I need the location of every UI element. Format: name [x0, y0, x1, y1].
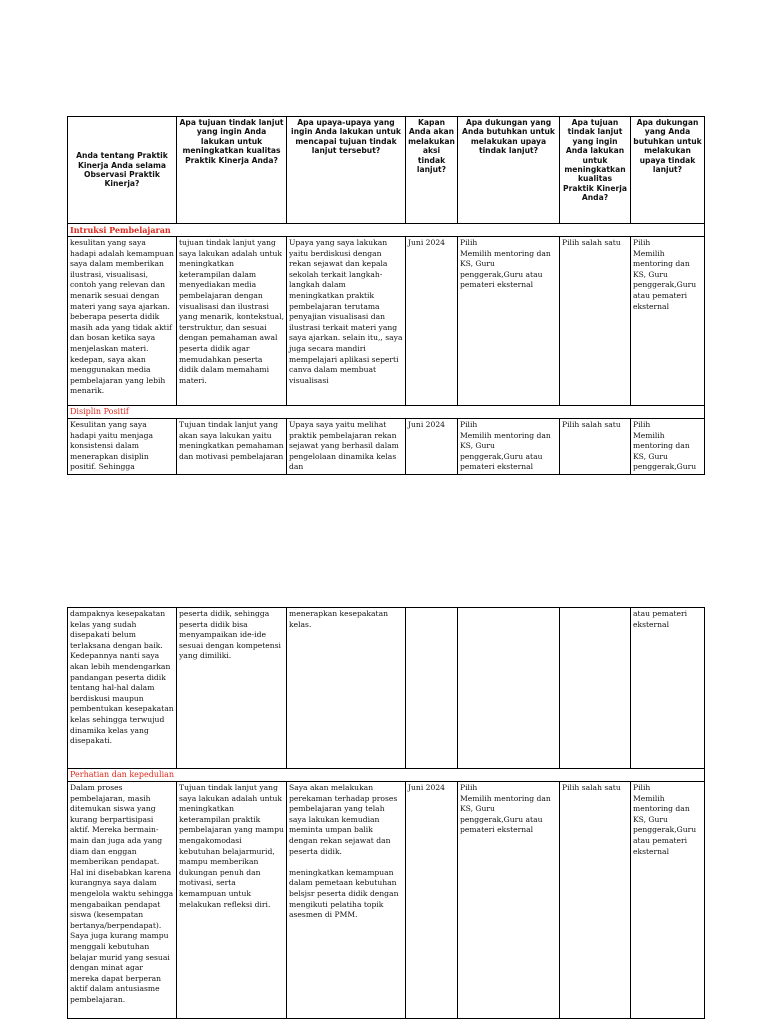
header-cell: Apa tujuan tindak lanjut yang ingin Anda lakukan untuk meningkatkan kualitas Praktik Kinerja Anda? [177, 117, 287, 224]
table-cell: Tujuan tindak lanjut yang akan saya lakukan yaitu meningkatkan pemahaman dan motivasi pembelajaran [177, 419, 287, 475]
table-cell: Pilih Memilih mentoring dan KS, Guru penggerak,Guru atau pemateri eksternal [458, 782, 560, 1019]
table-row [68, 419, 705, 475]
table-cell [560, 608, 631, 769]
header-cell: Apa dukungan yang Anda butuhkan untuk melakukan upaya tindak lanjut? [631, 117, 705, 224]
action-plan-table-page-1 [67, 116, 705, 475]
header-row [68, 117, 705, 224]
section-heading-row [68, 406, 705, 419]
table-cell: Juni 2024 [406, 782, 458, 1019]
table-cell: Juni 2024 [406, 237, 458, 406]
table-cell: Pilih Memilih mentoring dan KS, Guru penggerak,Guru atau pemateri eksternal [631, 782, 705, 1019]
table-cell: Upaya yang saya lakukan yaitu berdiskusi dengan rekan sejawat dan kepala sekolah terkait langkah-langkah dalam meningkatkan praktik pembelajaran terutama penyajian visualisasi dan ilustrasi terkait materi yang saya ajarkan. selain itu,, saya juga secara mandiri mempelajari aplikasi seperti canva dalam membuat visualisasi [287, 237, 406, 406]
table-cell: Juni 2024 [406, 419, 458, 475]
table-cell: Pilih Memilih mentoring dan KS, Guru penggerak,Guru atau pemateri eksternal [458, 237, 560, 406]
table-cell: Pilih Memilih mentoring dan KS, Guru penggerak,Guru atau pemateri eksternal [631, 237, 705, 406]
section-heading-row [68, 224, 705, 237]
table-row [68, 608, 705, 769]
table-cell: dampaknya kesepakatan kelas yang sudah disepakati belum terlaksana dengan baik. Kedepannya nanti saya akan lebih mendengarkan pandangan peserta didik tentang hal-hal dalam berdiskusi maupun pembentukan kesepakatan kelas sehingga terwujud dinamika kelas yang disepakati. [68, 608, 177, 769]
table-cell: tujuan tindak lanjut yang saya lakukan adalah untuk meningkatkan keterampilan dalam menyediakan media pembelajaran dengan visualisasi dan ilustrasi yang menarik, kontekstual, terstruktur, dan sesuai dengan pemahaman awal peserta didik agar memudahkan peserta didik dalam memahami materi. [177, 237, 287, 406]
section-title: Perhatian dan kepedulian [68, 769, 705, 782]
header-cell: Apa tujuan tindak lanjut yang ingin Anda lakukan untuk meningkatkan kualitas Praktik Kinerja Anda? [560, 117, 631, 224]
header-cell: Apa upaya-upaya yang ingin Anda lakukan untuk mencapai tujuan tindak lanjut tersebut? [287, 117, 406, 224]
table-cell [406, 608, 458, 769]
table-cell: Upaya saya yaitu melihat praktik pembelajaran rekan sejawat yang berhasil dalam pengelolaan dinamika kelas dan [287, 419, 406, 475]
table-cell: Kesulitan yang saya hadapi yaitu menjaga konsistensi dalam menerapkan disiplin positif. Sehingga [68, 419, 177, 475]
table-cell: Pilih salah satu [560, 419, 631, 475]
section-title: Disiplin Positif [68, 406, 705, 419]
section-heading-row [68, 769, 705, 782]
table-row [68, 782, 705, 1019]
table-cell: menerapkan kesepakatan kelas. [287, 608, 406, 769]
header-cell: Anda tentang Praktik Kinerja Anda selama Observasi Praktik Kinerja? [68, 117, 177, 224]
section-title: Intruksi Pembelajaran [68, 224, 705, 237]
header-cell: Apa dukungan yang Anda butuhkan untuk melakukan upaya tindak lanjut? [458, 117, 560, 224]
table-cell: Pilih Memilih mentoring dan KS, Guru penggerak,Guru atau pemateri eksternal [458, 419, 560, 475]
table-cell: Pilih salah satu [560, 782, 631, 1019]
header-cell: Kapan Anda akan melakukan aksi tindak lanjut? [406, 117, 458, 224]
action-plan-table-page-2 [67, 607, 705, 1019]
table-row [68, 237, 705, 406]
table-cell: Pilih Memilih mentoring dan KS, Guru penggerak,Guru [631, 419, 705, 475]
table-cell: peserta didik, sehingga peserta didik bisa menyampaikan ide-ide sesuai dengan kompetensi yang dimiliki. [177, 608, 287, 769]
table-cell: Dalam proses pembelajaran, masih ditemukan siswa yang kurang berpartisipasi aktif. Mereka bermain-main dan juga ada yang diam dan enggan memberikan pendapat. Hal ini disebabkan karena kurangnya saya dalam mengelola waktu sehingga mengabaikan pendapat siswa (kesempatan bertanya/berpendapat). Saya juga kurang mampu menggali kebutuhan belajar murid yang sesuai dengan minat agar mereka dapat berperan aktif dalam antusiasme pembelajaran. [68, 782, 177, 1019]
table-cell: Saya akan melakukan perekaman terhadap proses pembelajaran yang telah saya lakukan kemudian meminta umpan balik dengan rekan sejawat dan peserta didik. meningkatkan kemampuan dalam pemetaan kebutuhan belsjsr peserta didik dengan mengikuti pelatiha topik asesmen di PMM. [287, 782, 406, 1019]
table-cell: atau pemateri eksternal [631, 608, 705, 769]
table-cell: kesulitan yang saya hadapi adalah kemampuan saya dalam memberikan ilustrasi, visualisasi, contoh yang relevan dan menarik sesuai dengan materi yang saya ajarkan. beberapa peserta didik masih ada yang tidak aktif dan bosan ketika saya menjelaskan materi. kedepan, saya akan menggunakan media pembelajaran yang lebih menarik. [68, 237, 177, 406]
table-cell [458, 608, 560, 769]
table-cell: Pilih salah satu [560, 237, 631, 406]
table-cell: Tujuan tindak lanjut yang saya lakukan adalah untuk meningkatkan keterampilan praktik pembelajaran yang mampu mengakomodasi kebutuhan belajarmurid, mampu memberikan dukungan penuh dan motivasi, serta kemampuan untuk melakukan refleksi diri. [177, 782, 287, 1019]
